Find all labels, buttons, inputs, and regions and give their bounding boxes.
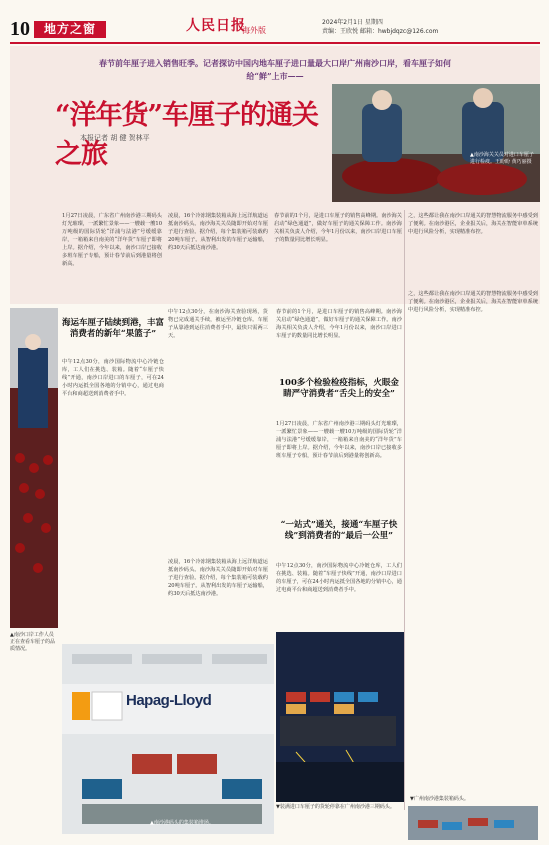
headline: “洋年货”车厘子的通关之旅 <box>55 100 319 170</box>
page-number: 10 <box>10 18 30 40</box>
weekday: 星期四 <box>364 19 383 26</box>
container-yard-illustration <box>62 644 274 834</box>
date: 2024年2月1日 <box>322 19 363 26</box>
section-badge: 地方之窗 <box>34 21 106 38</box>
caption-left-vertical: ▲南沙口岸工作人员正在查看车厘子的品质情况。 <box>10 632 56 652</box>
body-col-1: 1月27日凌晨，广东省广州南沙港三期码头灯光璀璨，一派繁忙景象——一艘载一艘10万吨级的国际货轮“洋浦与法港”号缓缓靠岸，一箱箱来自南美的“洋年货”车厘子即将上岸。据介绍，今年以来，南沙口岸已接收多班车厘子专船，预计春节前后到港量将创新高。 <box>62 213 162 267</box>
body-col-3: 春节前的1个月，是进口车厘子的销售高峰期。南沙海关启动“绿色通道”，做好车厘子的通关保障工作。南沙海关相关负责人介绍，今年1月份以来，南沙口岸进口车厘子的数量同比增长明显。 <box>274 213 402 243</box>
lede: 春节前年厘子进入销售旺季。记者探访中国内地车厘子进口量最大口岸广州南沙口岸，看车厘子如何给“鲜”上市—— <box>99 58 451 81</box>
page-header <box>0 0 549 44</box>
hapag-logo-text: Hapag-Lloyd <box>126 692 212 709</box>
body-col-7: 春节前的1个月，是进口车厘子的销售高峰期。南沙海关启动“绿色通道”，做好车厘子的通关保障工作。南沙海关相关负责人介绍，今年1月份以来，南沙口岸进口车厘子的数量同比增长明显。 <box>276 309 402 339</box>
edition-label: 海外版 <box>242 26 266 35</box>
body-col-2: 凌晨，16个冷冻钢集装箱从海上远洋航道运抵南沙码头。南沙海关关员随即开始对车厘子进行查验。据介绍，每个集装箱可装载约20吨车厘子。从智利出发的车厘子运输船，约30天后抵达南沙港。 <box>168 213 268 251</box>
body-col-11: 凌晨，16个冷冻钢集装箱从海上远洋航道运抵南沙码头。南沙海关关员随即开始对车厘子进行查验。据介绍，每个集装箱可装载约20吨车厘子。从智利出发的车厘子运输船，约30天后抵达南沙港。 <box>168 559 268 597</box>
subhead-2: 100多个检验检疫指标，火眼金睛严守消费者“舌尖上的安全” <box>279 378 399 399</box>
caption-port: ▼广州南沙港集装箱码头。 <box>410 796 469 802</box>
caption-containers: ▲南沙港码头的集装箱堆场。 <box>150 820 214 826</box>
photo-containers <box>62 644 274 834</box>
photo-cargo-ship <box>276 632 404 802</box>
body-col-9: 中午12点30分，南沙国际物流中心冷链仓库，工人们在挑选、装箱。随着“车厘子快线”开通，南沙口岸进口的车厘子，可在24小时内运抵全国各地的分销中心，通过电商平台和商超送到消费者手中。 <box>276 563 402 593</box>
ship-night-illustration <box>276 632 404 802</box>
subhead-1: 海运车厘子陆续到港，丰富消费者的新年“果篮子” <box>62 318 165 339</box>
editor: 责编：王欣悦 <box>322 28 359 35</box>
caption-officers: ▲南沙海关关员对进口车厘子进行检疫。王盼盼 黄巧丽摄 <box>470 152 534 165</box>
caption-ship: ▼装满进口车厘子的货轮停靠在广州南沙港三期码头。 <box>276 804 395 810</box>
column-rule <box>404 210 405 810</box>
port-illustration <box>408 806 538 840</box>
byline: 本报记者 胡 健 贺林平 <box>80 134 150 142</box>
header-meta <box>322 18 438 36</box>
photo-customs-officers <box>332 84 540 202</box>
officers-illustration <box>332 84 540 202</box>
cherry-worker-illustration <box>10 308 58 628</box>
body-col-8: 1月27日凌晨，广东省广州南沙港三期码头灯光璀璨，一派繁忙景象——一艘载一艘10万吨级的国际货轮“洋浦与法港”号缓缓靠岸，一箱箱来自南美的“洋年货”车厘子即将上岸。据介绍，今年以来，南沙口岸已接收多班车厘子专船，预计春节前后到港量将创新高。 <box>276 421 402 459</box>
body-col-5: 中午12点30分，南沙国际物流中心冷链仓库，工人们在挑选、装箱。随着“车厘子快线”开通，南沙口岸进口的车厘子，可在24小时内运抵全国各地的分销中心，通过电商平台和商超送到消费者手中。 <box>62 359 164 397</box>
header-rule <box>10 42 540 44</box>
subhead-3: “一站式”通关，接通“车厘子快线”到消费者的“最后一公里” <box>280 520 398 541</box>
photo-left-cherries <box>10 308 58 628</box>
body-col-10: 之，这些都让我在南沙口岸通关的智慧物流服务中感受到了便利。在南沙港区，企业报关后，海关在智能审单系统中进行风险分析，实现精准布控。 <box>408 291 538 313</box>
newspaper-logo: 人民日报 <box>186 18 246 34</box>
email: 邮箱：hwbjdqzc@126.com <box>359 28 439 35</box>
body-col-6: 中午12点30分，在南沙海关查验现场，货物已完成通关手续，被运至冷链仓库。车厘子从靠港到运往消费者手中，最快只需两三天。 <box>168 309 268 339</box>
body-col-4: 之，这些都让我在南沙口岸通关的智慧物流服务中感受到了便利。在南沙港区，企业报关后，海关在智能审单系统中进行风险分析，实现精准布控。 <box>408 213 538 235</box>
photo-port <box>408 806 538 840</box>
